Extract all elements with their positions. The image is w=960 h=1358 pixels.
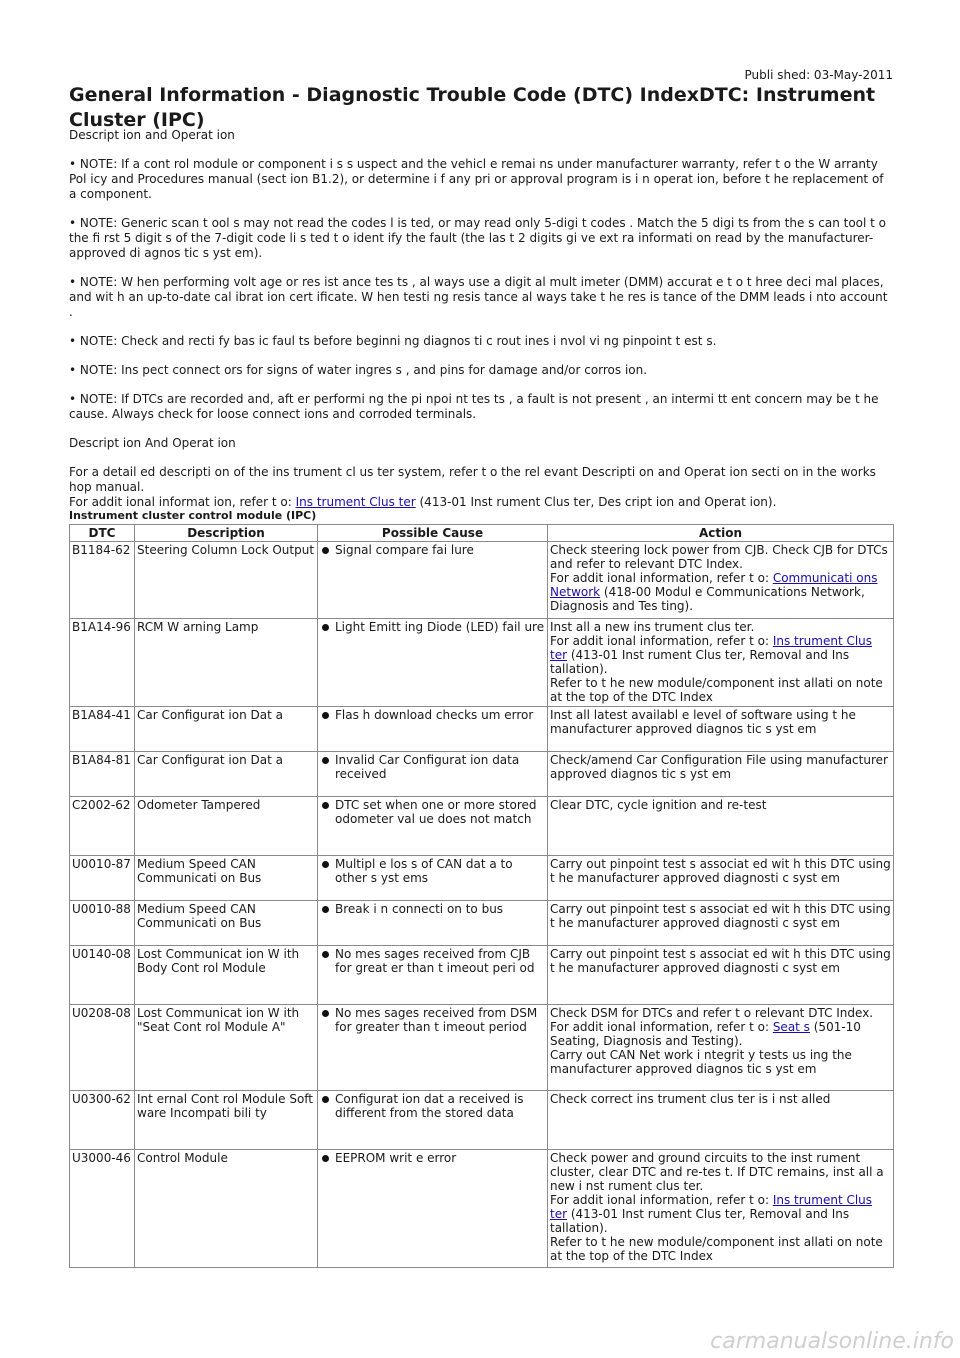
table-row (70, 1005, 894, 1091)
dtc-code: U0010-88 (70, 901, 135, 946)
action (548, 901, 894, 946)
action-reference-link[interactable]: Ins trument Clus ter (550, 1193, 873, 1221)
table-row (70, 901, 894, 946)
action (548, 707, 894, 752)
cause-bullet-item: EEPROM writ e error (320, 1151, 545, 1165)
section-heading: Descript ion and Operat ion (69, 128, 235, 142)
cause-bullet-item: DTC set when one or more stored odometer val ue does not match (320, 798, 545, 826)
reference-prefix: For addit ional informat ion, refer t o: (69, 495, 296, 509)
possible-cause (318, 707, 548, 752)
action-text-suffix: (418-00 Modul e Communications Network, Diagnosis and Tes ting). (550, 585, 865, 613)
action (548, 946, 894, 1005)
possible-cause (318, 1005, 548, 1091)
dtc-description: Int ernal Cont rol Module Soft ware Incompati bili ty (135, 1091, 318, 1150)
cause-bullet-item: No mes sages received from CJB for great er than t imeout peri od (320, 947, 545, 975)
action (548, 856, 894, 901)
action (548, 542, 894, 619)
possible-cause (318, 1091, 548, 1150)
dtc-description: Lost Communicat ion W ith Body Cont rol Module (135, 946, 318, 1005)
action-text: Clear DTC, cycle ignition and re-test (550, 798, 767, 812)
reference-paragraph (69, 495, 893, 510)
dtc-description: RCM W arning Lamp (135, 619, 318, 707)
action (548, 797, 894, 856)
dtc-code: U0300-62 (70, 1091, 135, 1150)
dtc-description: Steering Column Lock Output (135, 542, 318, 619)
table-row (70, 797, 894, 856)
header-possible-cause: Possible Cause (318, 525, 548, 542)
cause-bullet-item: Flas h download checks um error (320, 708, 545, 722)
dtc-code: U3000-46 (70, 1150, 135, 1268)
action (548, 1005, 894, 1091)
cause-bullet-item: No mes sages received from DSM for greater than t imeout period (320, 1006, 545, 1034)
dtc-code: U0140-08 (70, 946, 135, 1005)
action-text: Carry out pinpoint test s associat ed wit h this DTC using t he manufacturer approved diagnosti c syst em (550, 902, 891, 930)
action (548, 1091, 894, 1150)
action-reference-link[interactable]: Ins trument Clus ter (550, 634, 873, 662)
dtc-description: Car Configurat ion Dat a (135, 752, 318, 797)
action-text: Carry out pinpoint test s associat ed wit h this DTC using t he manufacturer approved diagnosti c syst em (550, 947, 891, 975)
dtc-code: U0208-08 (70, 1005, 135, 1091)
section-heading-2: Descript ion And Operat ion (69, 436, 236, 450)
instrument-cluster-link[interactable]: Ins trument Clus ter (295, 495, 416, 509)
table-row (70, 619, 894, 707)
reference-suffix: (413-01 Inst rument Clus ter, Des cript ion and Operat ion). (415, 495, 777, 509)
action-text: Inst all a new ins trument clus ter. For addit ional information, refer t o: (550, 620, 773, 648)
table-row (70, 707, 894, 752)
possible-cause (318, 619, 548, 707)
cause-bullet-item: Configurat ion dat a received is different from the stored data (320, 1092, 545, 1120)
dtc-description: Control Module (135, 1150, 318, 1268)
dtc-description: Medium Speed CAN Communicati on Bus (135, 901, 318, 946)
dtc-table (69, 524, 894, 1268)
action-text: Check DSM for DTCs and refer t o relevant DTC Index. For addit ional information, refer t o: (550, 1006, 874, 1034)
intro-section (69, 128, 893, 510)
possible-cause (318, 542, 548, 619)
action-text-suffix: (413-01 Inst rument Clus ter, Removal and Ins tallation). Refer to t he new module/component inst allati on note at the top of the DTC Index (550, 1207, 883, 1263)
dtc-code: B1A84-81 (70, 752, 135, 797)
cause-bullet-item: Signal compare fai lure (320, 543, 545, 557)
table-row (70, 856, 894, 901)
table-row (70, 1150, 894, 1268)
dtc-description: Medium Speed CAN Communicati on Bus (135, 856, 318, 901)
action-text: Check power and ground circuits to the inst rument cluster, clear DTC and re-tes t. If DTC remains, inst all a new i nst rument clus ter. For addit ional information, refer t o: (550, 1151, 884, 1207)
action-text: Inst all latest availabl e level of software using t he manufacturer approved diagnos tic s yst em (550, 708, 856, 736)
dtc-description: Odometer Tampered (135, 797, 318, 856)
note-2: • NOTE: Generic scan t ool s may not read the codes l is ted, or may read only 5-digi t codes . Match the 5 digi ts from the s can tool t o the fi rst 5 digit s of the 7-digit code li s ted t o ident ify the fault (the las t 2 digits gi ve ext ra informati on read by the manufacturer-approved di agnos tic s yst em). (69, 216, 887, 260)
dtc-code: B1A14-96 (70, 619, 135, 707)
action-text: Check correct ins trument clus ter is i nst alled (550, 1092, 831, 1106)
header-description: Description (135, 525, 318, 542)
action (548, 752, 894, 797)
note-5: • NOTE: Ins pect connect ors for signs of water ingres s , and pins for damage and/or corros ion. (69, 363, 648, 377)
table-row (70, 946, 894, 1005)
table-body (70, 542, 894, 1268)
published-date: Publi shed: 03-May-2011 (744, 68, 893, 82)
header-action: Action (548, 525, 894, 542)
possible-cause (318, 946, 548, 1005)
table-row (70, 1091, 894, 1150)
action-text: Check/amend Car Configuration File using manufacturer approved diagnos tic s yst em (550, 753, 888, 781)
table-caption: Instrument cluster control module (IPC) (69, 509, 317, 522)
header-dtc: DTC (70, 525, 135, 542)
table-header-row (70, 525, 894, 542)
possible-cause (318, 1150, 548, 1268)
cause-bullet-item: Multipl e los s of CAN dat a to other s yst ems (320, 857, 545, 885)
action-reference-link[interactable]: Communicati ons Network (550, 571, 878, 599)
action-reference-link[interactable]: Seat s (772, 1020, 810, 1034)
watermark: carmanualsonline.info (710, 1329, 954, 1354)
note-6: • NOTE: If DTCs are recorded and, aft er performi ng the pi npoi nt tes ts , a fault is not present , an intermi tt ent concern may be t he cause. Always check for loose connect ions and corroded terminals. (69, 392, 879, 421)
page-title: General Information - Diagnostic Trouble Code (DTC) IndexDTC: Instrument Cluster (IPC) (69, 84, 876, 131)
cause-bullet-item: Break i n connecti on to bus (320, 902, 545, 916)
possible-cause (318, 856, 548, 901)
dtc-description: Car Configurat ion Dat a (135, 707, 318, 752)
cause-bullet-item: Invalid Car Configurat ion data received (320, 753, 545, 781)
note-1: • NOTE: If a cont rol module or component i s s uspect and the vehicl e remai ns under manufacturer warranty, refer t o the W arranty Pol icy and Procedures manual (sect ion B1.2), or determine i f any pri or approval program is i n operat ion, before t he replacement of a component. (69, 157, 884, 201)
table-row (70, 542, 894, 619)
note-3: • NOTE: W hen performing volt age or res ist ance tes ts , al ways use a digit al mult imeter (DMM) accurat e t o t hree deci mal places, and wit h an up-to-date cal ibrat ion cert ificate. W hen testi ng resis tance al ways take t he res is tance of the DMM leads i nto account . (69, 275, 888, 319)
action (548, 1150, 894, 1268)
action-text-suffix: (501-10 Seating, Diagnosis and Testing). Carry out CAN Net work i ntegrit y tests us ing the manufacturer approved diagnos tic s yst em (550, 1020, 861, 1076)
description-paragraph: For a detail ed descripti on of the ins trument cl us ter system, refer t o the rel evant Descripti on and Operat ion secti on in the works hop manual. (69, 465, 876, 494)
cause-bullet-item: Light Emitt ing Diode (LED) fail ure (320, 620, 545, 634)
action (548, 619, 894, 707)
action-text: Check steering lock power from CJB. Check CJB for DTCs and refer to relevant DTC Index. For addit ional information, refer t o: (550, 543, 888, 585)
dtc-description: Lost Communicat ion W ith "Seat Cont rol Module A" (135, 1005, 318, 1091)
dtc-code: U0010-87 (70, 856, 135, 901)
possible-cause (318, 797, 548, 856)
dtc-code: B1184-62 (70, 542, 135, 619)
possible-cause (318, 752, 548, 797)
table-row (70, 752, 894, 797)
possible-cause (318, 901, 548, 946)
dtc-code: C2002-62 (70, 797, 135, 856)
note-4: • NOTE: Check and recti fy bas ic faul ts before beginni ng diagnos ti c rout ines i nvol vi ng pinpoint t est s. (69, 334, 717, 348)
dtc-code: B1A84-41 (70, 707, 135, 752)
action-text: Carry out pinpoint test s associat ed wit h this DTC using t he manufacturer approved diagnosti c syst em (550, 857, 891, 885)
action-text-suffix: (413-01 Inst rument Clus ter, Removal and Ins tallation). Refer to t he new module/component inst allati on note at the top of the DTC Index (550, 648, 883, 704)
